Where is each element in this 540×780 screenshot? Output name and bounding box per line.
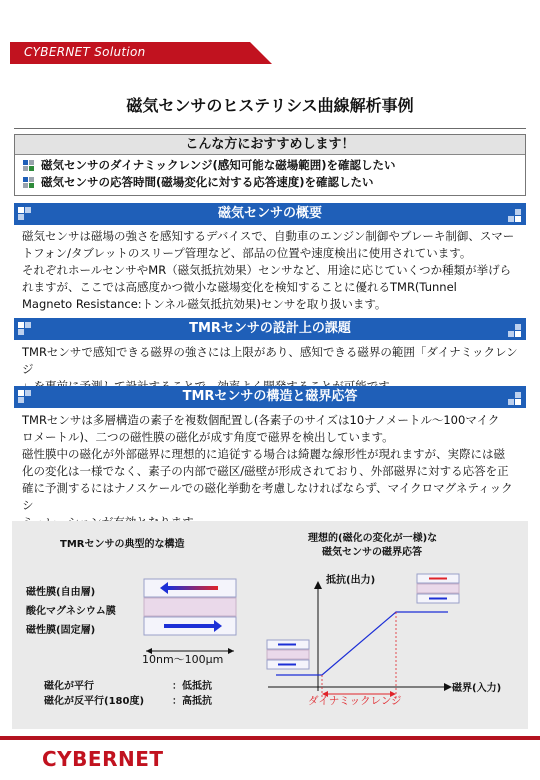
body-line: れますが、ここでは高感度かつ微小な磁場変化を検知することに優れるTMR(Tunnel — [22, 280, 457, 294]
body-line: Magneto Resistance:トンネル磁気抵抗効果)センサを取り扱います。 — [22, 297, 387, 311]
body-line: それぞれホールセンサやMR（磁気抵抗効果）センサなど、用途に応じていくつか種類が挙げら — [22, 263, 512, 277]
structure-title: TMRセンサの典型的な構造 — [60, 539, 185, 550]
response-title-line1: 理想的(磁化の変化が一様)な — [308, 533, 438, 544]
section-title: 磁気センサの概要 — [217, 206, 322, 221]
body-line: TMRセンサは多層構造の素子を複数個配置し(各素子のサイズは10ナノメートル～100マイク — [22, 413, 500, 427]
corner-squares-icon — [508, 209, 522, 223]
recommend-item-text: 磁気センサのダイナミックレンジ(感知可能な磁場範囲)を確認したい — [41, 158, 396, 172]
body-line: 磁気センサは磁場の強さを感知するデバイスで、自動車のエンジン制御やブレーキ制御、スマー — [22, 229, 515, 243]
body-line: 化の変化は一様でなく、素子の内部で磁区/磁壁が形成されており、外部磁界に対する応答を正 — [22, 464, 509, 478]
y-axis-label: 抵抗(出力) — [326, 575, 376, 586]
header-banner — [10, 42, 272, 64]
body-line: ロメートル)、二つの磁性膜の磁化が成す角度で磁界を検出しています。 — [22, 430, 394, 444]
layer-label-pinned: 磁性膜(固定層) — [26, 625, 96, 636]
mgo-layer — [144, 598, 236, 616]
section-body-structure — [22, 412, 522, 531]
body-line: TMRセンサで感知できる磁界の強さには上限があり、感知できる磁界の範囲「ダイナミックレンジ — [22, 345, 518, 376]
state-parallel-label: 磁化が平行 — [44, 681, 94, 692]
cybernet-logo: CYBERNET — [42, 747, 164, 771]
tmr-figure — [12, 521, 528, 729]
high-resistance-stack-icon — [416, 573, 460, 605]
recommend-heading: こんな方におすすめします！ — [15, 135, 525, 155]
response-title-line2: 磁気センサの磁界応答 — [322, 547, 422, 558]
page-title: 磁気センサのヒステリシス曲線解析事例 — [126, 96, 414, 115]
recommend-item — [23, 157, 525, 174]
recommend-box — [14, 134, 526, 196]
body-line: 磁性膜中の磁化が外部磁界に理想的に追従する場合は綺麗な線形性が現れますが、実際には磁 — [22, 447, 505, 461]
footer-rule — [0, 736, 540, 740]
corner-squares-icon — [508, 392, 522, 406]
section-header-structure — [14, 386, 526, 408]
banner-text: CYBERNET Solution — [24, 45, 146, 59]
state-parallel-value: ：低抵抗 — [172, 681, 212, 692]
body-line: トフォン/タブレットのスリープ管理など、部品の位置や速度検出に使用されています。 — [22, 246, 472, 260]
recommend-item-text: 磁気センサの応答時間(磁場変化に対する応答速度)を確認したい — [41, 175, 374, 189]
section-title: TMRセンサの構造と磁界応答 — [182, 389, 358, 404]
x-axis — [268, 683, 452, 691]
section-body-overview — [22, 228, 522, 313]
x-axis-label: 磁界(入力) — [452, 683, 502, 694]
bullet-squares-icon — [23, 160, 34, 171]
body-line: 確に予測するにはナノスケールでの磁化挙動を考慮しなければならず、マイクロマグネティックシ — [22, 481, 513, 512]
recommend-item — [23, 174, 525, 191]
range-label: ダイナミックレンジ — [308, 695, 402, 707]
low-resistance-stack-icon — [266, 639, 310, 671]
state-antiparallel-value: ：高抵抗 — [172, 696, 212, 707]
size-label: 10nm～100μm — [142, 653, 224, 666]
layer-label-free: 磁性膜(自由層) — [26, 587, 96, 598]
section-title: TMRセンサの設計上の課題 — [189, 321, 351, 336]
corner-squares-icon — [508, 324, 522, 338]
section-header-design — [14, 318, 526, 340]
section-header-overview — [14, 203, 526, 225]
title-divider — [14, 128, 526, 129]
state-antiparallel-label: 磁化が反平行(180度) — [44, 696, 145, 707]
bullet-squares-icon — [23, 177, 34, 188]
layer-label-mgo: 酸化マグネシウム膜 — [26, 606, 116, 617]
